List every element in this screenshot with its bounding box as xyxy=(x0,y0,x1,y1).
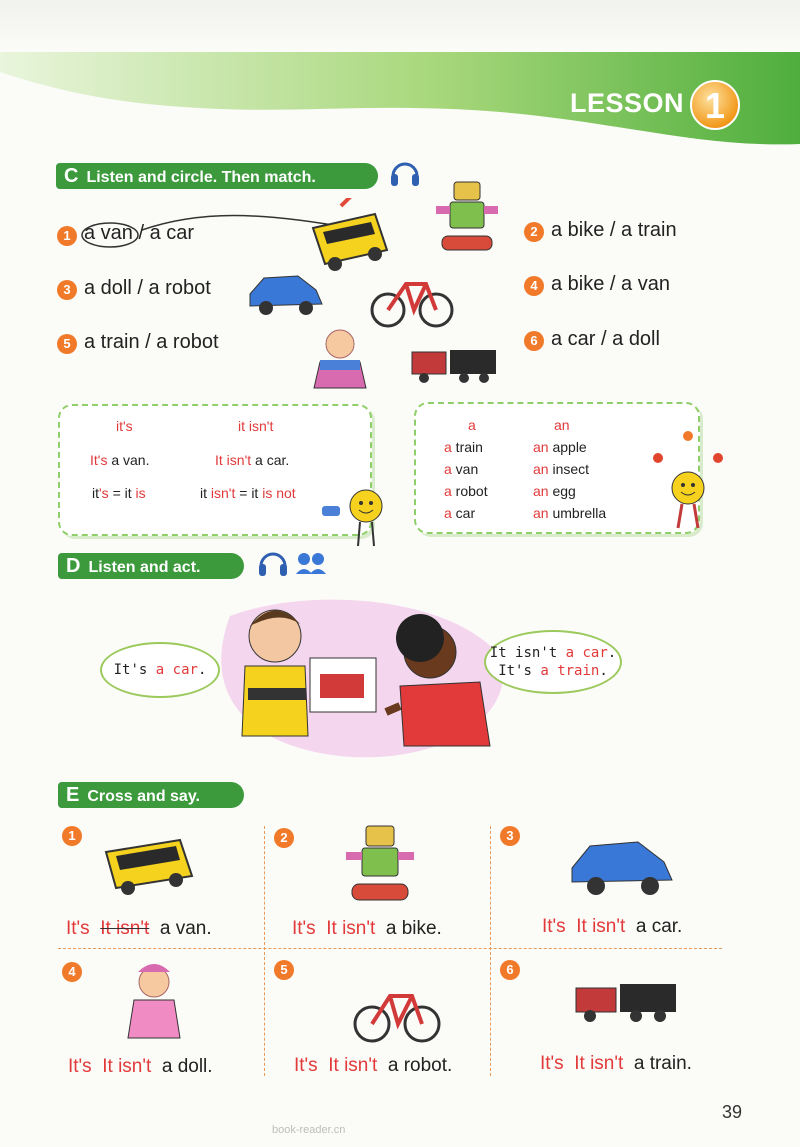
plain-text: it xyxy=(200,485,211,501)
bike-illustration xyxy=(352,970,442,1046)
car-illustration xyxy=(246,268,326,318)
sentence-end: a car. xyxy=(635,916,683,937)
robot-illustration xyxy=(432,180,502,260)
train-illustration xyxy=(410,344,502,384)
plain-text: robot xyxy=(451,483,488,499)
red-word: a xyxy=(444,483,452,499)
sentence-end: a doll. xyxy=(161,1056,213,1077)
grammar-head-it-isnt: it isn't xyxy=(238,418,274,434)
plain-text: apple xyxy=(548,439,587,455)
grammar-contraction-2 xyxy=(200,485,296,501)
headphones-icon xyxy=(388,156,422,190)
plain-text: a van. xyxy=(107,452,150,468)
pair-work-icon xyxy=(294,550,328,576)
red-word: a car xyxy=(565,645,608,661)
watermark: book-reader.cn xyxy=(272,1124,346,1136)
plain-text: . xyxy=(607,645,617,661)
item-number: 4 xyxy=(524,276,544,296)
item-number: 6 xyxy=(524,331,544,351)
train-illustration xyxy=(574,980,684,1024)
cell-number: 1 xyxy=(62,826,82,846)
plain-text: = it xyxy=(108,485,136,501)
doll-illustration xyxy=(124,962,184,1044)
option-its[interactable]: It's xyxy=(68,1056,92,1077)
grammar-contraction-1 xyxy=(92,485,146,501)
grammar-head-a: a xyxy=(468,417,476,433)
plain-text: car xyxy=(451,505,476,521)
option-it-isnt-crossed[interactable]: It isn't xyxy=(100,918,150,939)
grammar-example-1 xyxy=(90,452,149,468)
an-list-item xyxy=(533,483,576,499)
option-it-isnt[interactable]: It isn't xyxy=(328,1055,378,1076)
item-number: 5 xyxy=(57,334,77,354)
section-c-title: Listen and circle. Then match. xyxy=(86,169,316,186)
car-illustration xyxy=(568,834,678,898)
item-number: 3 xyxy=(57,280,77,300)
plain-text: a car. xyxy=(251,452,290,468)
juggling-mascot-icon xyxy=(648,430,728,530)
robot-illustration xyxy=(340,824,420,908)
option-its[interactable]: It's xyxy=(66,918,90,939)
plain-text: train xyxy=(451,439,483,455)
section-c-header xyxy=(56,163,378,189)
plain-text: = it xyxy=(235,485,263,501)
section-c-letter: C xyxy=(64,165,79,187)
van-illustration xyxy=(100,830,200,900)
section-e-header xyxy=(58,782,244,808)
plain-text: It's xyxy=(498,663,541,679)
sentence-end: a train. xyxy=(633,1053,692,1074)
section-d-letter: D xyxy=(66,555,81,577)
a-list-item xyxy=(444,483,488,499)
item-2-options[interactable]: a bike / a train xyxy=(551,219,677,241)
red-word: a xyxy=(444,439,452,455)
an-list-item xyxy=(533,439,587,455)
red-word: 's xyxy=(99,485,109,501)
sentence-end: a robot. xyxy=(387,1055,453,1076)
kids-dialogue-illustration xyxy=(190,596,520,766)
bubble-line-1 xyxy=(486,644,620,662)
red-word: a xyxy=(444,505,452,521)
an-list-item xyxy=(533,461,589,477)
plain-text: . xyxy=(197,662,207,678)
bubble-line-2 xyxy=(486,662,620,680)
plain-text: . xyxy=(599,663,608,679)
option-it-isnt[interactable]: It isn't xyxy=(326,918,376,939)
cross-sentence-3 xyxy=(542,916,682,938)
option-its[interactable]: It's xyxy=(292,918,316,939)
plain-text: van xyxy=(451,461,479,477)
cross-sentence-1 xyxy=(66,918,212,940)
section-e-title: Cross and say. xyxy=(87,788,200,805)
plain-text: It's xyxy=(113,662,156,678)
an-list-item xyxy=(533,505,606,521)
item-5-options[interactable]: a train / a robot xyxy=(84,331,219,353)
red-word: an xyxy=(533,505,549,521)
a-list-item xyxy=(444,505,475,521)
plain-text: It isn't xyxy=(489,645,566,661)
option-its[interactable]: It's xyxy=(540,1053,564,1074)
option-its[interactable]: It's xyxy=(542,916,566,937)
plain-text: insect xyxy=(548,461,590,477)
grid-divider xyxy=(264,826,265,1076)
cell-number: 6 xyxy=(500,960,520,980)
page-top-shadow xyxy=(0,0,800,50)
red-word: a xyxy=(444,461,452,477)
lesson-label: LESSON xyxy=(569,88,684,118)
speech-bubble-left xyxy=(100,642,220,698)
plain-text: umbrella xyxy=(548,505,607,521)
cell-number: 3 xyxy=(500,826,520,846)
item-number: 1 xyxy=(57,226,77,246)
cell-number: 5 xyxy=(274,960,294,980)
option-it-isnt[interactable]: It isn't xyxy=(102,1056,152,1077)
cross-sentence-5 xyxy=(294,1055,452,1077)
a-list-item xyxy=(444,439,483,455)
lesson-number-badge: 1 xyxy=(690,80,740,130)
sentence-end: a van. xyxy=(159,918,212,939)
grammar-head-an: an xyxy=(554,417,570,433)
circle-mark xyxy=(80,220,144,250)
item-6-options[interactable]: a car / a doll xyxy=(551,328,660,350)
option-it-isnt[interactable]: It isn't xyxy=(576,916,626,937)
page-number: 39 xyxy=(722,1102,743,1122)
item-number: 2 xyxy=(524,222,544,242)
red-word: It's xyxy=(90,452,108,468)
speech-bubble-right xyxy=(484,630,622,694)
red-word: an xyxy=(533,439,549,455)
red-word: a train xyxy=(540,663,600,679)
plain-text: it xyxy=(92,485,99,501)
plain-text: egg xyxy=(548,483,576,499)
cross-sentence-4 xyxy=(68,1056,213,1078)
cross-sentence-2 xyxy=(292,918,442,940)
cell-number: 4 xyxy=(62,962,82,982)
section-d-header xyxy=(58,553,244,579)
item-3-options[interactable]: a doll / a robot xyxy=(84,277,211,299)
red-word: It isn't xyxy=(215,452,252,468)
red-word: is xyxy=(135,485,146,501)
a-list-item xyxy=(444,461,478,477)
red-word: an xyxy=(533,483,549,499)
red-word: is not xyxy=(262,485,296,501)
sentence-end: a bike. xyxy=(385,918,442,939)
item-1-options[interactable]: a van / a car xyxy=(84,222,195,244)
red-word: an xyxy=(533,461,549,477)
red-word: a car xyxy=(155,662,198,678)
grid-divider xyxy=(490,826,491,1076)
cell-number: 2 xyxy=(274,828,294,848)
bike-illustration xyxy=(370,262,454,332)
grammar-example-2 xyxy=(215,452,289,468)
option-its[interactable]: It's xyxy=(294,1055,318,1076)
doll-illustration xyxy=(310,326,370,396)
red-word: isn't xyxy=(210,485,236,501)
headphones-icon xyxy=(256,546,290,580)
section-e-letter: E xyxy=(66,784,80,806)
item-4-options[interactable]: a bike / a van xyxy=(551,273,670,295)
grid-divider xyxy=(58,948,722,949)
cross-sentence-6 xyxy=(540,1053,692,1075)
grammar-head-its: it's xyxy=(116,418,133,434)
section-d-title: Listen and act. xyxy=(88,559,201,576)
option-it-isnt[interactable]: It isn't xyxy=(574,1053,624,1074)
smiley-mascot-icon xyxy=(320,486,400,550)
